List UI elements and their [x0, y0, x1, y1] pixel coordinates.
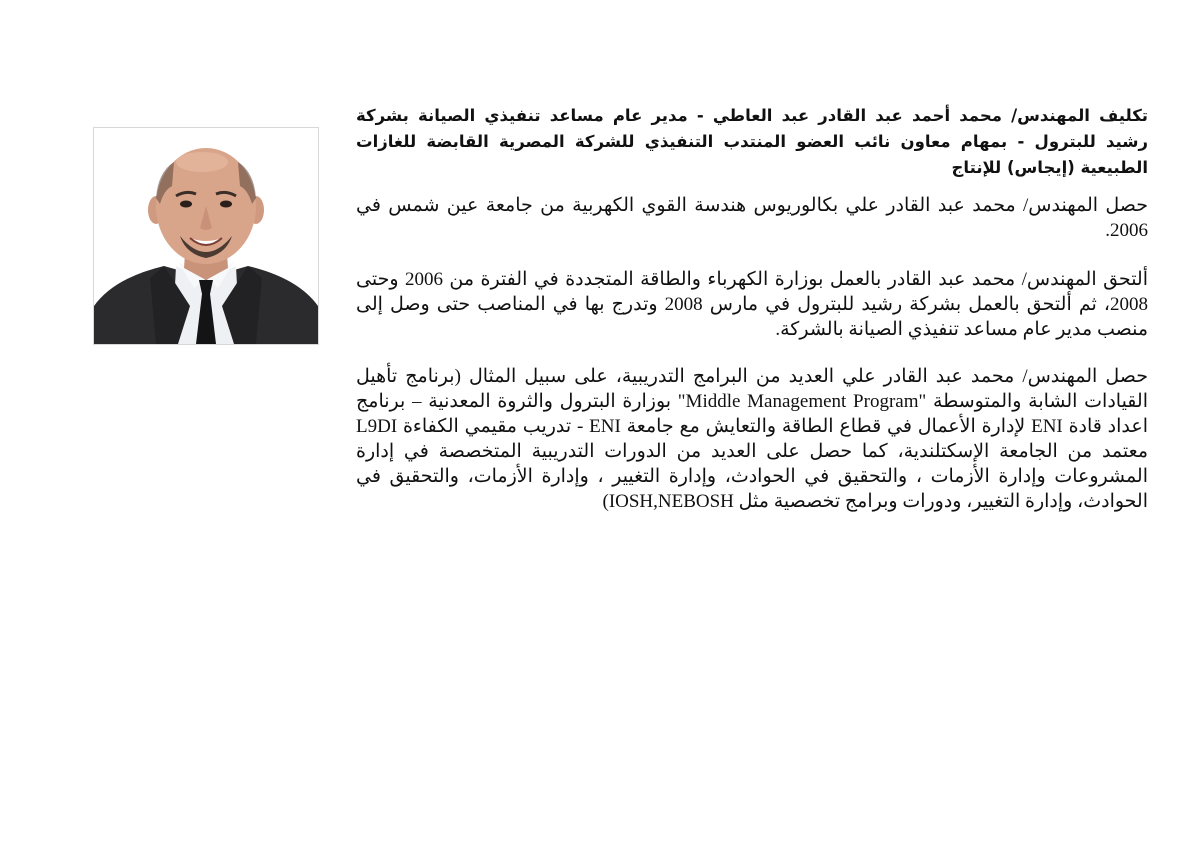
training-paragraph: حصل المهندس/ محمد عبد القادر علي العديد من البرامج التدريبية، على سبيل المثال (برنامج تأهيل القيادات الشابة والمتوسطة "Middle Management Program" بوزارة البترول والثروة المعدنية – برنامج اعداد قادة ENI لإدارة الأعمال في قطاع الطاقة والتعايش مع جامعة ENI - تدريب مقيمي الكفاءة L9DI معتمد من الجامعة الإسكتلندية، كما حصل على العديد من الدورات التدريبية المتخصصة في إدارة المشروعات وإدارة الأزمات ، والتحقيق في الحوادث، وإدارة التغيير ، وإدارة الأزمات، والتحقيق في الحوادث، وإدارة التغيير، ودورات وبرامج تخصصية مثل IOSH,NEBOSH): [356, 366, 1148, 512]
career-paragraph: ألتحق المهندس/ محمد عبد القادر بالعمل بوزارة الكهرباء والطاقة المتجددة في الفترة من 2006 وحتى 2008، ثم ألتحق بالعمل بشركة رشيد للبترول في مارس 2008 وتدرج بها في المناصب حتى وصل إلى منصب مدير عام مساعد تنفيذي الصيانة بالشركة.: [356, 269, 1148, 340]
appointment-heading: تكليف المهندس/ محمد أحمد عبد القادر عبد العاطي - مدير عام مساعد تنفيذي الصيانة بشركة رشيد للبترول - بمهام معاون نائب العضو المنتدب التنفيذي للشركة المصرية القابضة للغازات الطبيعية (إيجاس) للإنتاج: [356, 106, 1148, 177]
portrait-photo: [94, 128, 318, 344]
portrait-photo-icon: [94, 128, 318, 344]
education-paragraph: حصل المهندس/ محمد عبد القادر علي بكالوريوس هندسة القوي الكهربية من جامعة عين شمس في 2006.: [356, 195, 1148, 241]
biography-text: [356, 103, 1148, 536]
